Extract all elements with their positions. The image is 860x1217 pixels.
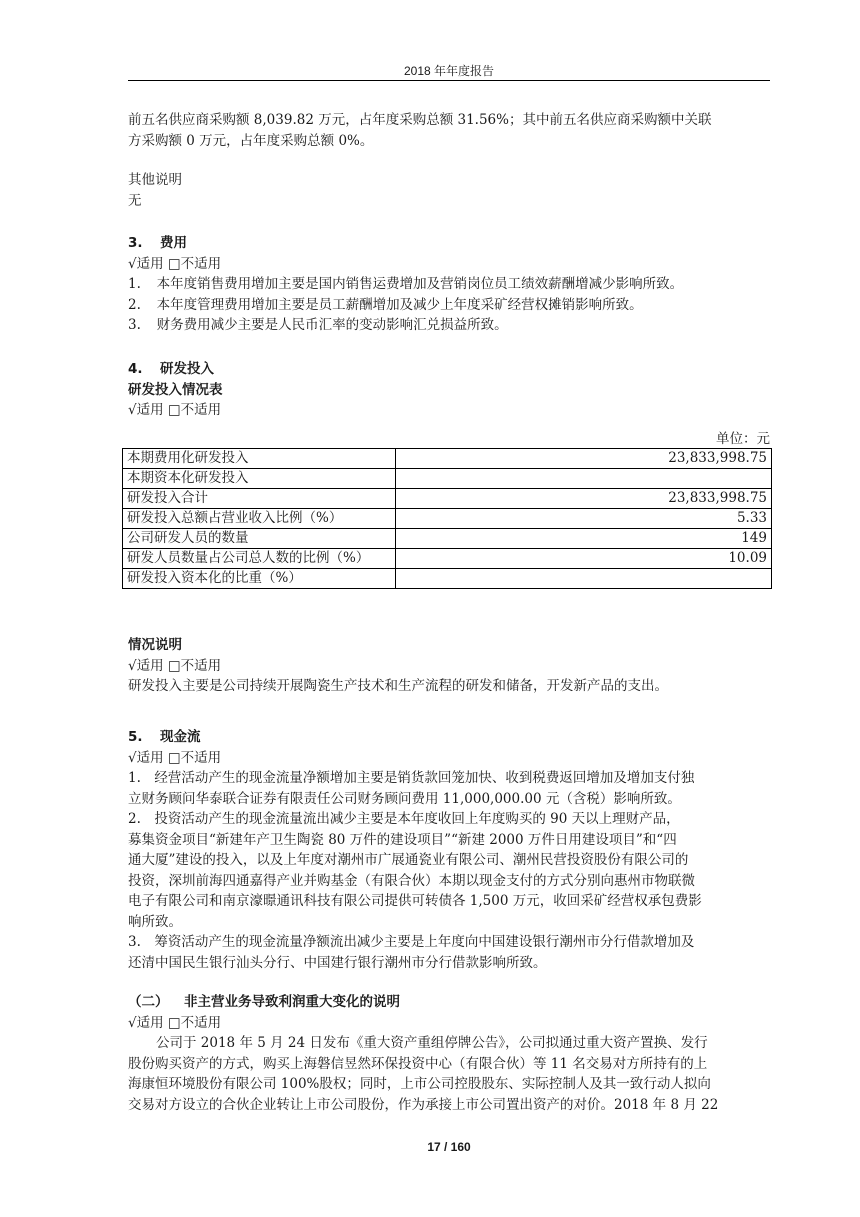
other-label: 其他说明 xyxy=(128,172,182,188)
section-heading: 5. 现金流 xyxy=(128,729,201,745)
cashflow-section xyxy=(128,727,772,973)
nonmain-section xyxy=(128,992,772,1115)
applicable-indicator: √适用 □不适用 xyxy=(128,402,222,418)
text-line: 1. 经营活动产生的现金流量净额增加主要是销货款回笼加快、收到税费返回增加及增加支付独 xyxy=(128,770,695,786)
unit-label: 单位：元 xyxy=(716,431,770,447)
supplier-paragraph xyxy=(128,110,772,151)
table-row xyxy=(123,549,772,569)
page-header: 2018 年年度报告 xyxy=(403,64,495,78)
row-label: 研发投入合计 xyxy=(123,489,396,509)
list-item: 3. 财务费用减少主要是人民币汇率的变动影响汇兑损益所致。 xyxy=(128,317,508,333)
header-rule xyxy=(128,80,770,81)
text-line: 3. 筹资活动产生的现金流量净额流出减少主要是上年度向中国建设银行潮州市分行借款增加及 xyxy=(128,934,695,950)
section-heading: （二） 非主营业务导致利润重大变化的说明 xyxy=(128,994,400,1010)
row-label: 研发人员数量占公司总人数的比例（%） xyxy=(123,549,396,569)
row-value: 149 xyxy=(396,529,772,549)
expenses-section xyxy=(128,233,772,336)
table-row xyxy=(123,469,772,489)
text-line: 前五名供应商采购额 8,039.82 万元，占年度采购总额 31.56%；其中前五名供应商采购额中关联 xyxy=(128,112,712,128)
section-heading: 3. 费用 xyxy=(128,235,187,251)
other-value: 无 xyxy=(128,192,142,209)
table-row xyxy=(123,449,772,469)
text-line: 研发投入主要是公司持续开展陶瓷生产技术和生产流程的研发和储备，开发新产品的支出。 xyxy=(128,678,668,694)
table-row xyxy=(123,529,772,549)
row-label: 研发投入总额占营业收入比例（%） xyxy=(123,509,396,529)
rd-section xyxy=(128,359,772,421)
rd-table xyxy=(122,448,772,589)
text-line: 还清中国民生银行汕头分行、中国建行银行潮州市分行借款影响所致。 xyxy=(128,954,547,971)
text-line: 股份购买资产的方式，购买上海磐信昱然环保投资中心（有限合伙）等 11 名交易对方所持有的上 xyxy=(128,1055,708,1072)
text-line: 立财务顾问华泰联合证券有限责任公司财务顾问费用 11,000,000.00 元（含税）影响所致。 xyxy=(128,790,681,807)
section-heading: 情况说明 xyxy=(128,637,182,653)
row-value: 10.09 xyxy=(396,549,772,569)
table-row xyxy=(123,509,772,529)
applicable-indicator: √适用 □不适用 xyxy=(128,255,222,272)
row-label: 研发投入资本化的比重（%） xyxy=(123,569,396,589)
table-row xyxy=(123,569,772,589)
other-notes xyxy=(128,170,772,211)
text-line: 电子有限公司和南京濠暻通讯科技有限公司提供可转债各 1,500 万元，收回采矿经营权承包费影 xyxy=(128,893,702,909)
text-line: 海康恒环境股份有限公司 100%股权；同时，上市公司控股股东、实际控制人及其一致行动人拟向 xyxy=(128,1076,711,1092)
row-label: 本期费用化研发投入 xyxy=(123,449,396,469)
row-value xyxy=(396,569,772,589)
text-line: 公司于 2018 年 5 月 24 日发布《重大资产重组停牌公告》，公司拟通过重大资产置换、发行 xyxy=(156,1035,708,1051)
row-value: 5.33 xyxy=(396,509,772,529)
section-heading: 4. 研发投入 xyxy=(128,361,214,377)
page-number: 17 / 160 xyxy=(427,1140,471,1154)
row-value xyxy=(396,469,772,489)
text-line: 募集资金项目“新建年产卫生陶瓷 80 万件的建设项目”“新建 2000 万件日用建设项目”和“四 xyxy=(128,831,677,848)
applicable-indicator: √适用 □不适用 xyxy=(128,657,222,674)
row-label: 本期资本化研发投入 xyxy=(123,469,396,489)
text-line: 方采购额 0 万元，占年度采购总额 0%。 xyxy=(128,132,374,149)
table-title: 研发投入情况表 xyxy=(128,381,223,398)
row-label: 公司研发人员的数量 xyxy=(123,529,396,549)
text-line: 交易对方设立的合伙企业转让上市公司股份，作为承接上市公司置出资产的对价。2018 年 8 月 22 xyxy=(128,1096,719,1113)
list-item: 1. 本年度销售费用增加主要是国内销售运费增加及营销岗位员工绩效薪酬增减少影响所致。 xyxy=(128,276,684,292)
row-value: 23,833,998.75 xyxy=(396,489,772,509)
situation-section xyxy=(128,635,772,697)
text-line: 通大厦”建设的投入，以及上年度对潮州市广展通瓷业有限公司、潮州民营投资股份有限公司的 xyxy=(128,852,689,868)
applicable-indicator: √适用 □不适用 xyxy=(128,1014,222,1031)
table-row xyxy=(123,489,772,509)
text-line: 2. 投资活动产生的现金流量流出减少主要是本年度收回上年度购买的 90 天以上理财产品， xyxy=(128,811,680,827)
applicable-indicator: √适用 □不适用 xyxy=(128,749,222,766)
text-line: 响所致。 xyxy=(128,913,182,930)
row-value: 23,833,998.75 xyxy=(396,449,772,469)
text-line: 投资，深圳前海四通嘉得产业并购基金（有限合伙）本期以现金支付的方式分别向惠州市物联微 xyxy=(128,872,695,889)
list-item: 2. 本年度管理费用增加主要是员工薪酬增加及减少上年度采矿经营权摊销影响所致。 xyxy=(128,296,643,313)
